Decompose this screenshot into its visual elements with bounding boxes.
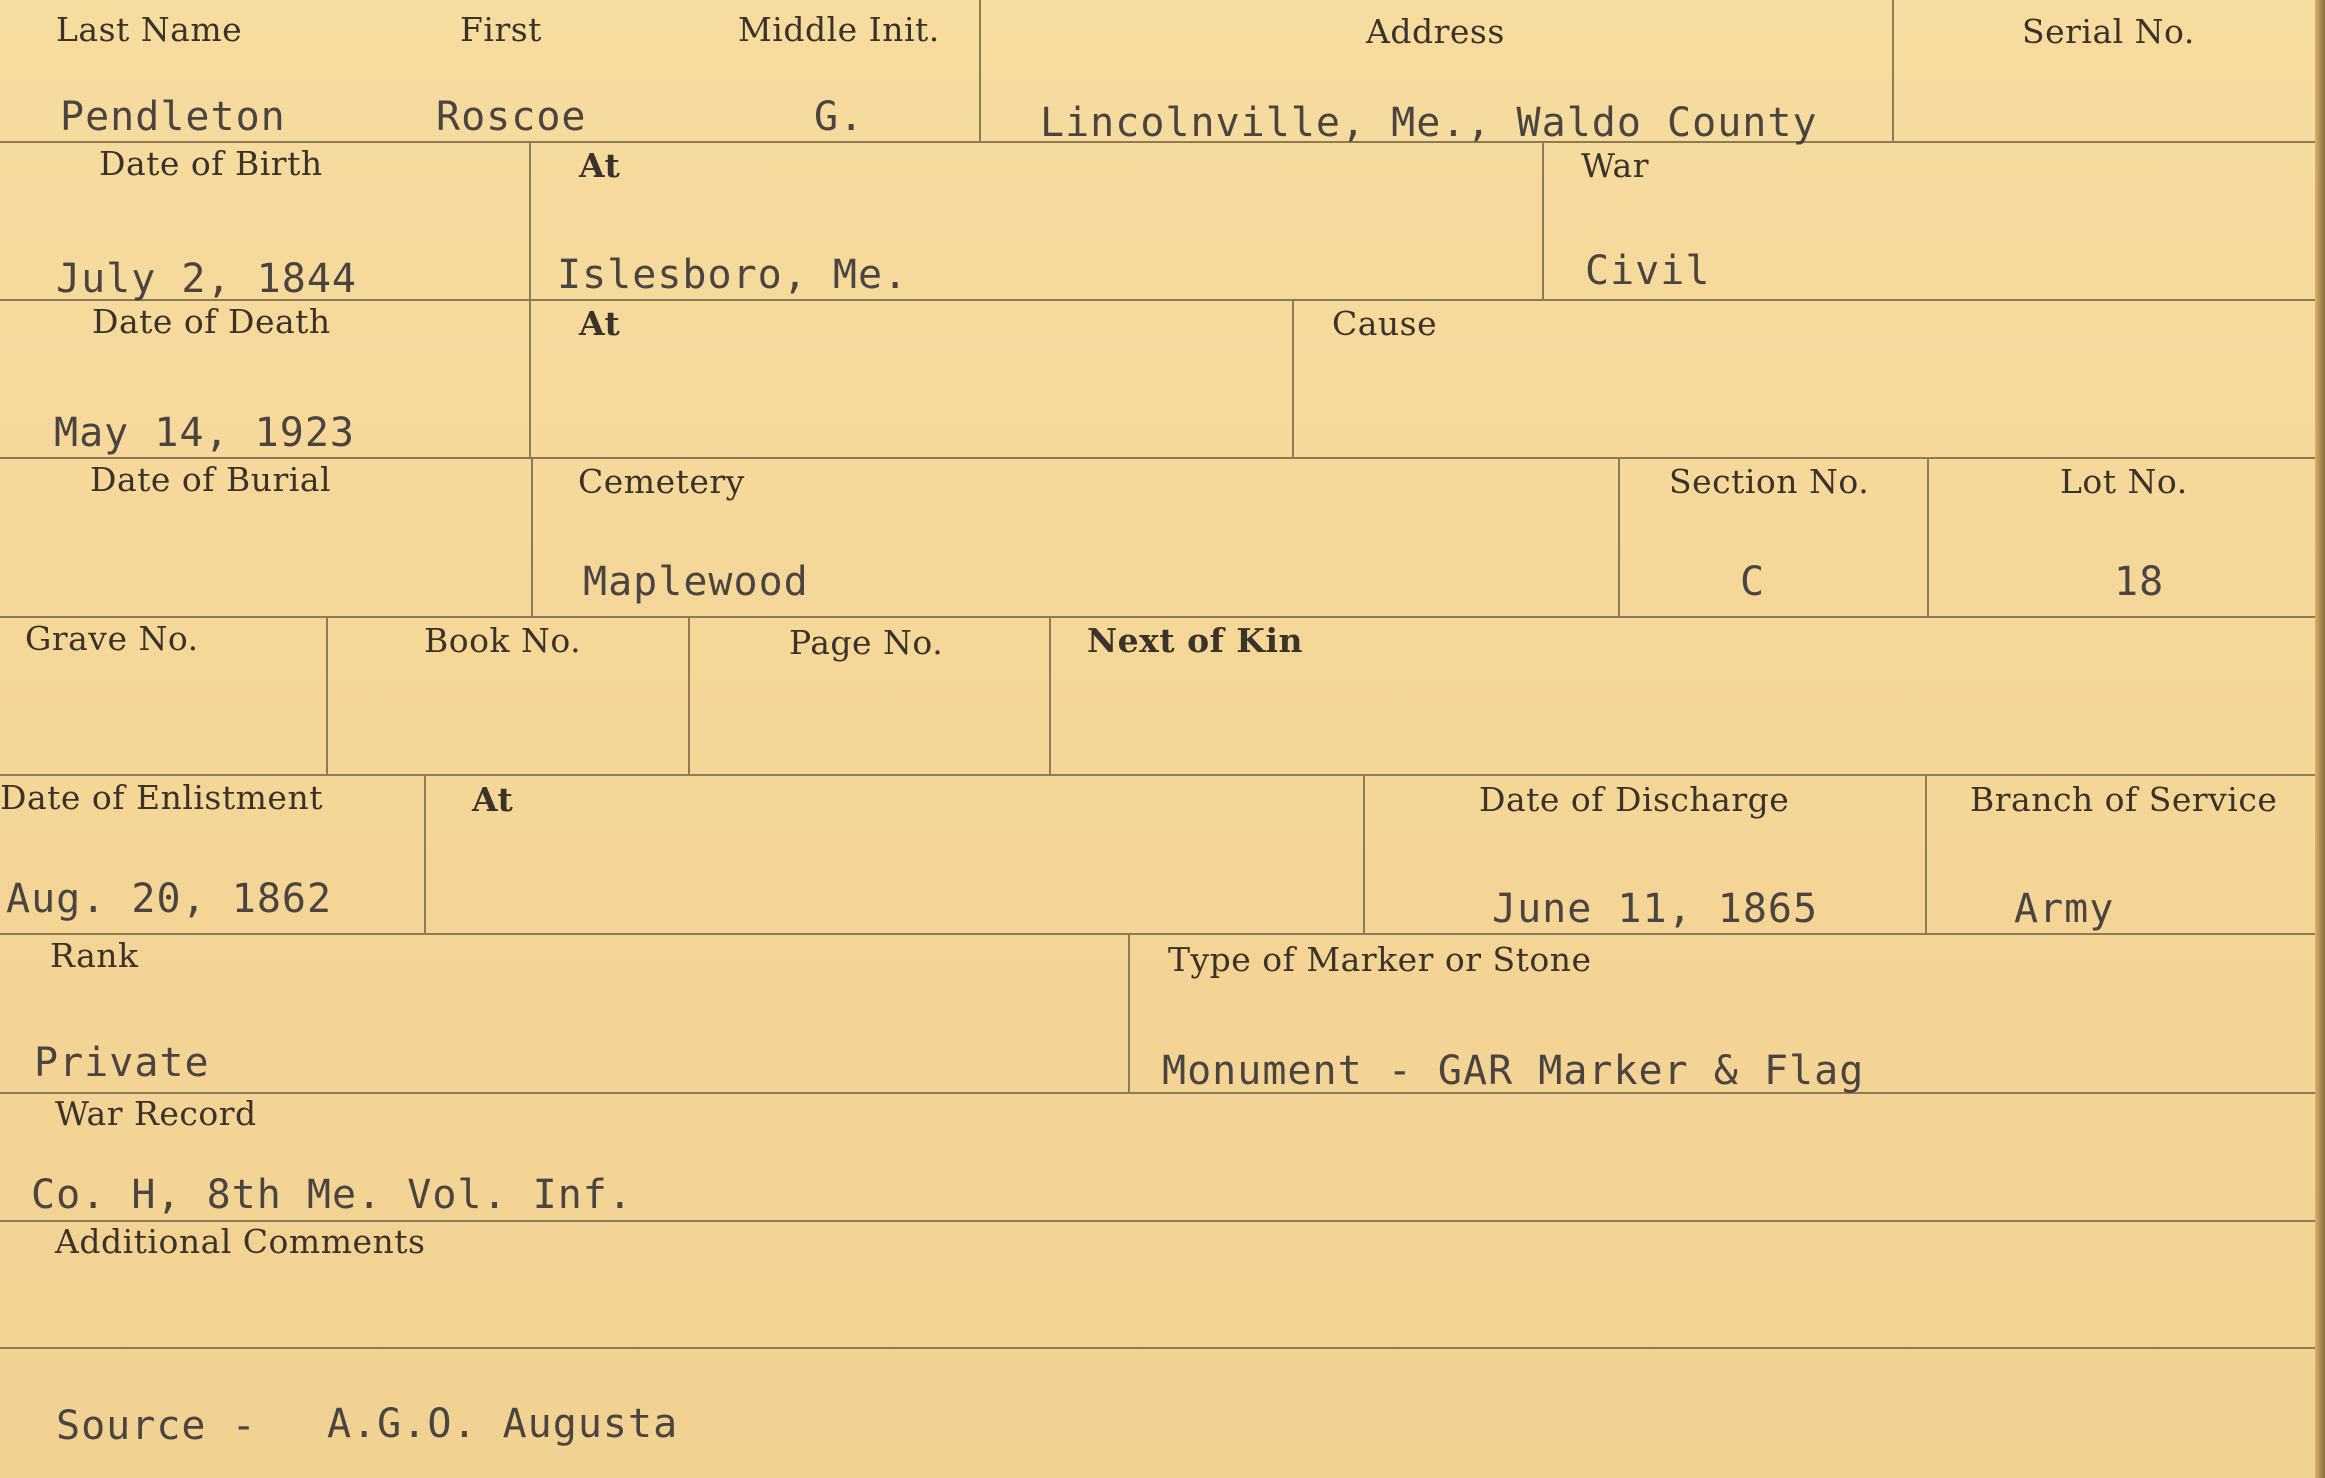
last-name-label: Last Name [56, 10, 243, 49]
divider-enlist-at [424, 776, 426, 933]
rule-7 [0, 1092, 2315, 1094]
first-name-label: First [460, 10, 542, 49]
marker-type-label: Type of Marker or Stone [1168, 940, 1592, 979]
rule-9 [0, 1347, 2315, 1349]
war-record-label: War Record [55, 1094, 257, 1133]
cemetery-label: Cemetery [578, 462, 745, 501]
birth-date-value: July 2, 1844 [56, 256, 357, 302]
death-place-label: At [579, 304, 621, 343]
divider-lot [1927, 459, 1929, 616]
rule-4 [0, 616, 2315, 618]
divider-page [688, 618, 690, 774]
page-number-label: Page No. [789, 623, 944, 662]
burial-date-label: Date of Burial [90, 460, 332, 499]
book-label: Book No. [424, 621, 582, 660]
source-label: Source - [56, 1403, 257, 1449]
card-edge [2315, 0, 2325, 1478]
rule-3 [0, 457, 2315, 459]
divider-cemetery [531, 459, 533, 616]
source-value: A.G.O. Augusta [327, 1401, 679, 1447]
cause-label: Cause [1332, 304, 1438, 343]
section-label: Section No. [1669, 462, 1870, 501]
divider-serial [1892, 0, 1894, 141]
divider-section [1618, 459, 1620, 616]
death-date-value: May 14, 1923 [54, 410, 355, 456]
address-label: Address [1366, 12, 1505, 51]
lot-label: Lot No. [2060, 462, 2188, 501]
death-date-label: Date of Death [92, 302, 331, 341]
war-record-value: Co. H, 8th Me. Vol. Inf. [31, 1172, 633, 1218]
divider-branch [1925, 776, 1927, 933]
enlistment-date-label: Date of Enlistment [0, 778, 323, 817]
grave-label: Grave No. [25, 619, 199, 658]
enlistment-date-value: Aug. 20, 1862 [6, 876, 333, 922]
first-name-value: Roscoe [436, 94, 587, 140]
branch-value: Army [2014, 886, 2115, 932]
divider-kin [1049, 618, 1051, 774]
divider-discharge [1363, 776, 1365, 933]
marker-type-value: Monument - GAR Marker & Flag [1162, 1048, 1865, 1094]
divider-birth-at [529, 143, 531, 299]
divider-war [1542, 143, 1544, 299]
additional-comments-label: Additional Comments [55, 1222, 426, 1261]
middle-initial-label: Middle Init. [738, 10, 940, 49]
cemetery-value: Maplewood [583, 559, 809, 605]
rule-5 [0, 774, 2315, 776]
serial-label: Serial No. [2022, 12, 2195, 51]
divider-cause [1292, 301, 1294, 457]
birth-place-value: Islesboro, Me. [557, 252, 909, 298]
divider-death-at [529, 301, 531, 457]
section-value: C [1740, 559, 1766, 605]
rank-value: Private [34, 1040, 210, 1086]
birth-date-label: Date of Birth [99, 144, 323, 183]
divider-marker [1128, 935, 1130, 1092]
discharge-date-label: Date of Discharge [1479, 780, 1790, 819]
divider-address [979, 0, 981, 141]
address-value: Lincolnville, Me., Waldo County [1040, 100, 1818, 146]
rule-6 [0, 933, 2315, 935]
rank-label: Rank [50, 936, 139, 975]
birth-place-label: At [579, 146, 621, 185]
enlistment-place-label: At [472, 780, 514, 819]
lot-value: 18 [2114, 559, 2165, 605]
war-label: War [1581, 146, 1649, 185]
branch-label: Branch of Service [1970, 780, 2278, 819]
last-name-value: Pendleton [60, 94, 286, 140]
middle-initial-value: G. [814, 94, 865, 140]
divider-book [326, 618, 328, 774]
discharge-date-value: June 11, 1865 [1492, 886, 1819, 932]
war-value: Civil [1585, 248, 1711, 294]
next-of-kin-label: Next of Kin [1087, 621, 1303, 660]
